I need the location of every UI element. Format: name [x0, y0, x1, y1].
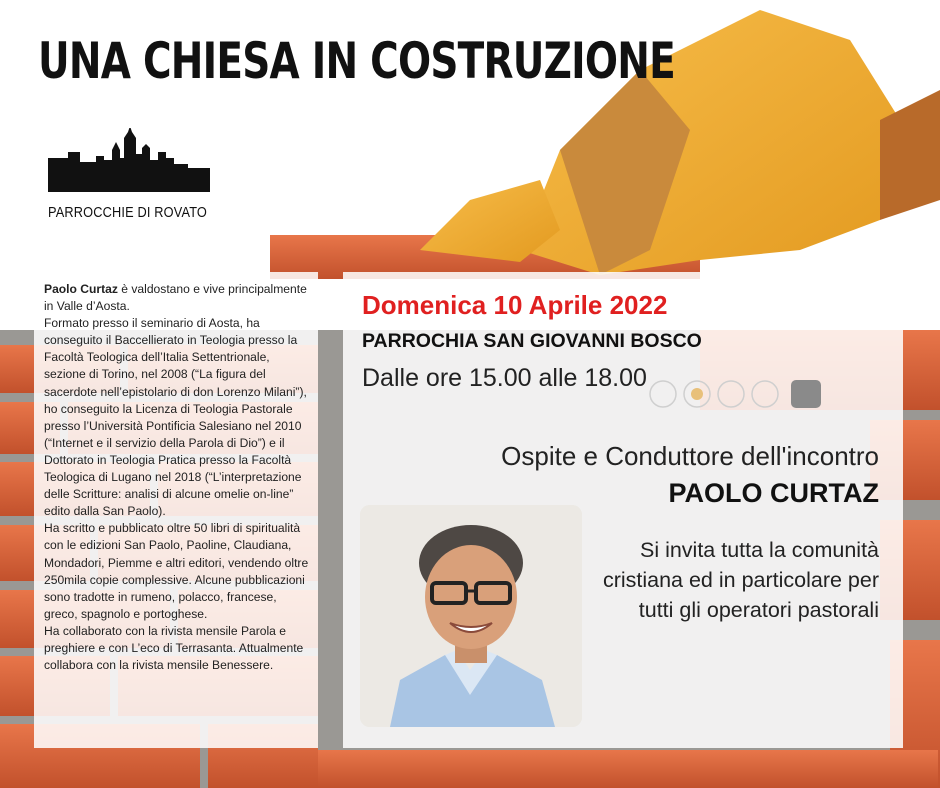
- guest-name: PAOLO CURTAZ: [668, 478, 879, 508]
- event-panel: [343, 272, 903, 748]
- parish-logo: [48, 128, 210, 221]
- guest-label: Ospite e Conduttore dell'incontro: [501, 441, 879, 471]
- bio-paragraph: Formato presso il seminario di Aosta, ha conseguito il Baccellierato in Teologia presso la Facoltà Teologica dell’Italia Settentrionale, sezione di Torino, nel 2008 (“La figura del sacerdote nell’epistolario di don Lorenzo Milani”), ho conseguito la Licenza di Teologia Pastorale presso l’Università Pontificia Salesiano nel 2010 (“Internet e il servizio della Parola di Dio”) e il Dottorato in Teologia Pratica presso la Facoltà Teologica di Lugano nel 2018 (“L’interpretazione delle Scritture: analisi di alcune omelie on-line” edito dalla San Paolo).: [44, 316, 307, 519]
- bio-lead: [44, 281, 312, 315]
- bio-name: Paolo Curtaz: [44, 282, 118, 296]
- event-place: PARROCHIA SAN GIOVANNI BOSCO: [362, 330, 702, 352]
- event-date: Domenica 10 Aprile 2022: [362, 290, 668, 320]
- invite-text: Si invita tutta la comunità cristiana ed in particolare per tutti gli operatori pastorali: [602, 538, 879, 622]
- logo-text: PARROCCHIE DI ROVATO: [48, 204, 208, 221]
- bio-text: [44, 281, 312, 674]
- bio-paragraph: Ha scritto e pubblicato oltre 50 libri di spiritualità con le edizioni San Paolo, Paoline, Claudiana, Mondadori, Piemme e altri editori, vendendo oltre 250mila copie complessive. Alcune pubblicazioni sono tradotte in rumeno, polacco, francese, greco, spagnolo e portoghese.: [44, 521, 309, 621]
- portrait-image: [360, 505, 582, 727]
- church-skyline-icon: [48, 128, 210, 192]
- page-title: UNA CHIESA IN COSTRUZIONE: [38, 32, 675, 90]
- guest-photo: [360, 505, 582, 727]
- seals-decoration: [643, 376, 843, 412]
- event-time: Dalle ore 15.00 alle 18.00: [362, 364, 647, 392]
- bio-lead-text: è valdostano e vive principalmente in Valle d’Aosta.: [44, 282, 307, 314]
- bio-panel: [34, 272, 318, 748]
- bio-paragraph: Ha collaborato con la rivista mensile Parola e preghiere e con L’eco di Terrasanta. Attualmente collabora con la rivista mensile Benessere.: [44, 623, 304, 673]
